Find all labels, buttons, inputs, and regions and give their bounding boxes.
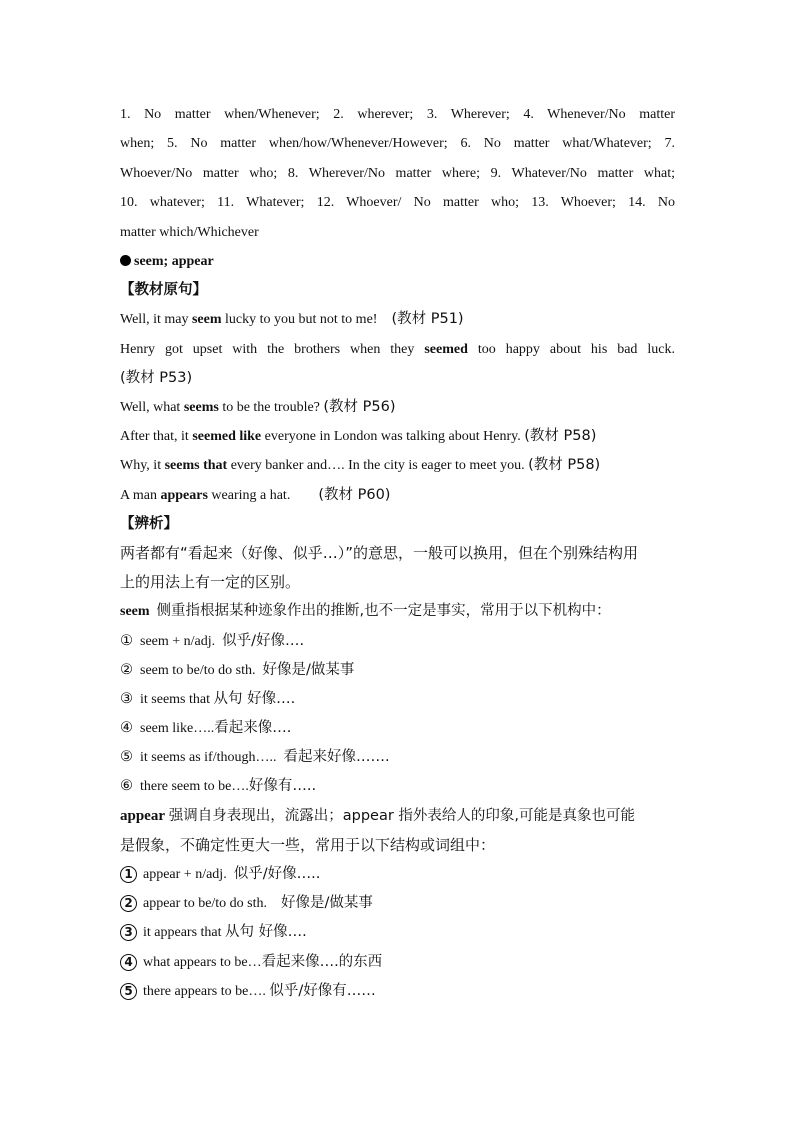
seem-usage-item: ② seem to be/to do sth. 好像是/做某事 bbox=[120, 661, 355, 678]
textbook-sentence: Well, what seems to be the trouble? (教材 P56) bbox=[120, 398, 396, 415]
seem-usage-item: ④ seem like…..看起来像…. bbox=[120, 720, 292, 737]
appear-usage-item: 4 what appears to be…看起来像….的东西 bbox=[120, 948, 675, 977]
textbook-reference: (教材 P53) bbox=[120, 369, 193, 386]
seem-usage-item: ① seem + n/adj. 似乎/好像…. bbox=[120, 632, 305, 649]
textbook-sentence: A man appears wearing a hat. (教材 P60) bbox=[120, 486, 391, 503]
appear-usage-item: 1 appear + n/adj. 似乎/好像….. bbox=[120, 860, 675, 889]
answer-line: 10. whatever; 11. Whatever; 12. Whoever/ No matter who; 13. Whoever; 14. No bbox=[120, 195, 675, 211]
circled-number: 1 bbox=[120, 866, 137, 883]
section-title: seem; appear bbox=[120, 247, 675, 276]
bullet-icon bbox=[120, 255, 131, 266]
appear-usage-item: 2 appear to be/to do sth. 好像是/做某事 bbox=[120, 889, 675, 918]
analysis-heading: 【辨析】 bbox=[120, 515, 178, 532]
circled-number: 3 bbox=[120, 924, 137, 941]
textbook-heading: 【教材原句】 bbox=[120, 282, 207, 299]
content-area bbox=[120, 100, 675, 1006]
textbook-sentence: Well, it may seem lucky to you but not to me! (教材 P51) bbox=[120, 311, 464, 328]
textbook-sentence: Henry got upset with the brothers when they seemed too happy about his bad luck. bbox=[120, 341, 675, 357]
seem-description: seem 侧重指根据某种迹象作出的推断,也不一定是事实，常用于以下机构中： bbox=[120, 603, 611, 620]
answer-line: when; 5. No matter when/how/Whenever/However; 6. No matter what/Whatever; 7. bbox=[120, 136, 675, 152]
textbook-sentence: After that, it seemed like everyone in London was talking about Henry. (教材 P58) bbox=[120, 428, 597, 445]
appear-description: appear 强调自身表现出，流露出；appear 指外表给人的印象,可能是真象也可能 bbox=[120, 807, 636, 824]
answer-line: 1. No matter when/Whenever; 2. wherever; 3. Wherever; 4. Whenever/No matter bbox=[120, 107, 675, 122]
circled-number: 4 bbox=[120, 954, 137, 971]
answer-key bbox=[120, 100, 675, 247]
seem-usage-item: ⑤ it seems as if/though….. 看起来好像……. bbox=[120, 749, 390, 766]
seem-usage-item: ③ it seems that 从句 好像…. bbox=[120, 690, 296, 707]
circled-number: 2 bbox=[120, 895, 137, 912]
textbook-sentence: Why, it seems that every banker and…. In the city is eager to meet you. (教材 P58) bbox=[120, 457, 601, 474]
seem-usage-item: ⑥ there seem to be….好像有….. bbox=[120, 778, 317, 795]
analysis-intro: 上的用法上有一定的区别。 bbox=[120, 573, 301, 592]
answer-line: Whoever/No matter who; 8. Wherever/No matter where; 9. Whatever/No matter what; bbox=[120, 165, 675, 181]
appear-usage-item: 3 it appears that 从句 好像…. bbox=[120, 918, 675, 947]
answer-line: matter which/Whichever bbox=[120, 224, 259, 240]
appear-description: 是假象，不确定性更大一些，常用于以下结构或词组中： bbox=[120, 835, 496, 854]
appear-usage-item: 5 there appears to be…. 似乎/好像有…… bbox=[120, 977, 675, 1006]
circled-number: 5 bbox=[120, 983, 137, 1000]
analysis-intro: 两者都有“看起来（好像、似乎…）”的意思，一般可以换用，但在个别殊结构用 bbox=[120, 543, 639, 562]
